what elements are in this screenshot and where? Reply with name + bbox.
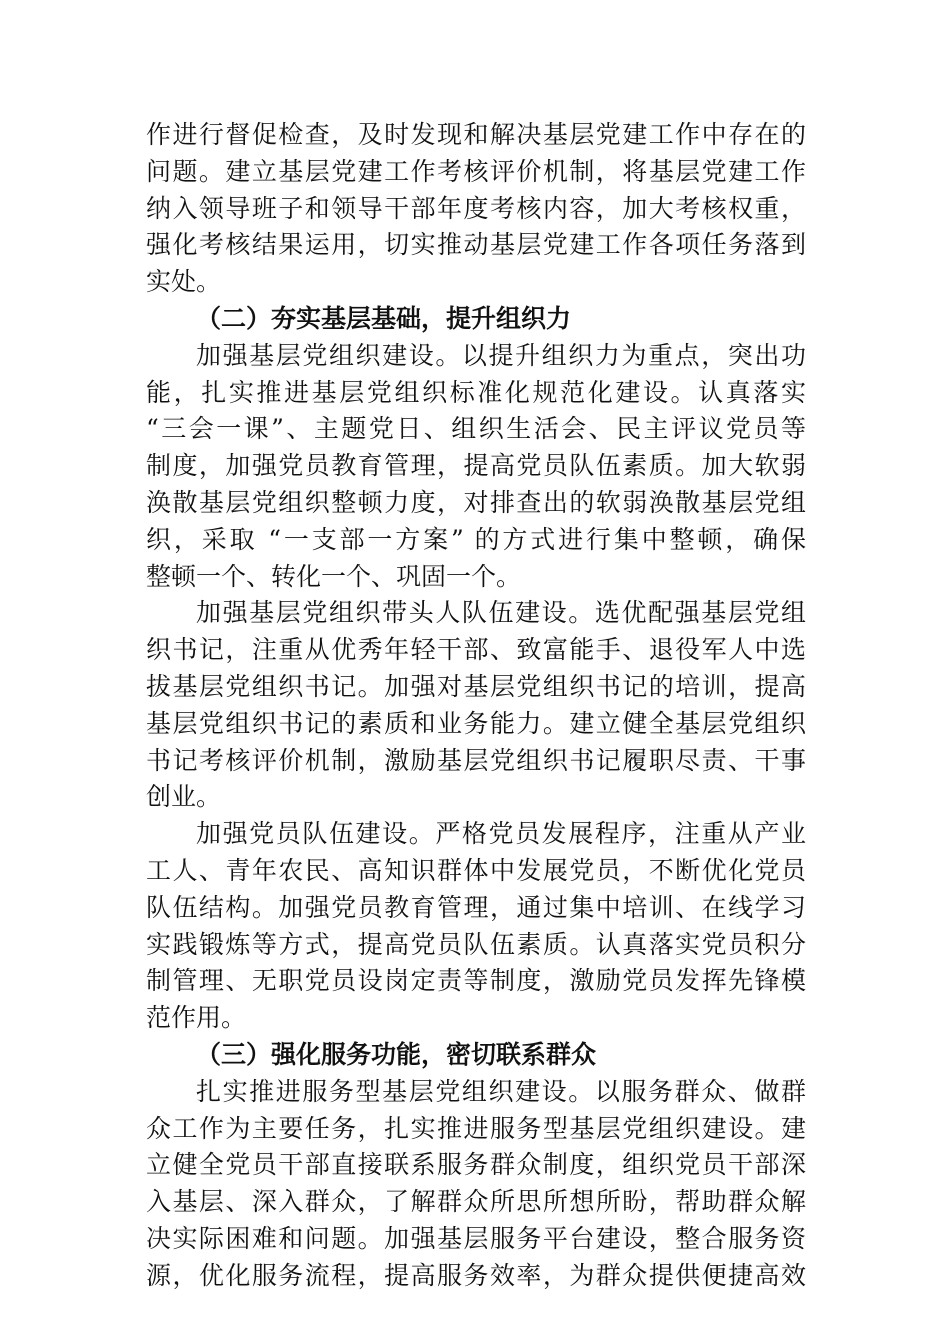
paragraph-line: 织书记，注重从优秀年轻干部、致富能手、退役军人中选 xyxy=(146,635,806,665)
paragraph-line: 决实际困难和问题。加强基层服务平台建设，整合服务资 xyxy=(146,1223,806,1253)
paragraph-last-line: 范作用。 xyxy=(146,1003,247,1033)
paragraph-line: 作进行督促检查，及时发现和解决基层党建工作中存在的 xyxy=(146,120,806,149)
document-page xyxy=(146,117,806,1295)
paragraph-line: 入基层、深入群众，了解群众所思所想所盼，帮助群众解 xyxy=(146,1187,806,1217)
paragraph-line: 纳入领导班子和领导干部年度考核内容，加大考核权重， xyxy=(146,193,806,223)
paragraph-last-line: 整顿一个、转化一个、巩固一个。 xyxy=(146,561,522,591)
section-heading: （二）夯实基层基础，提升组织力 xyxy=(196,303,572,333)
paragraph-first-line: 加强基层党组织带头人队伍建设。选优配强基层党组 xyxy=(196,598,806,628)
paragraph-last-line: 实处。 xyxy=(146,267,222,297)
paragraph-line: 制管理、无职党员设岗定责等制度，激励党员发挥先锋模 xyxy=(146,966,806,996)
paragraph-line: 基层党组织书记的素质和业务能力。建立健全基层党组织 xyxy=(146,708,806,738)
paragraph-line: 书记考核评价机制，激励基层党组织书记履职尽责、干事 xyxy=(146,745,806,775)
paragraph-line: 工人、青年农民、高知识群体中发展党员，不断优化党员 xyxy=(146,855,806,885)
paragraph-first-line: 加强党员队伍建设。严格党员发展程序，注重从产业 xyxy=(196,819,806,849)
paragraph-line: 问题。建立基层党建工作考核评价机制，将基层党建工作 xyxy=(146,156,806,186)
paragraph-line: 制度，加强党员教育管理，提高党员队伍素质。加大软弱 xyxy=(146,451,806,481)
paragraph-line: 拔基层党组织书记。加强对基层党组织书记的培训，提高 xyxy=(146,671,806,701)
paragraph-first-line: 加强基层党组织建设。以提升组织力为重点，突出功 xyxy=(196,340,806,370)
paragraph-line: 源，优化服务流程，提高服务效率，为群众提供便捷高效 xyxy=(146,1260,806,1290)
paragraph-line: 强化考核结果运用，切实推动基层党建工作各项任务落到 xyxy=(146,230,806,260)
paragraph-line: 众工作为主要任务，扎实推进服务型基层党组织建设。建 xyxy=(146,1113,806,1143)
paragraph-line: 实践锻炼等方式，提高党员队伍素质。认真落实党员积分 xyxy=(146,929,806,959)
paragraph-first-line: 扎实推进服务型基层党组织建设。以服务群众、做群 xyxy=(196,1076,806,1106)
paragraph-line: “三会一课”、主题党日、组织生活会、民主评议党员等 xyxy=(146,414,806,444)
paragraph-line: 立健全党员干部直接联系服务群众制度，组织党员干部深 xyxy=(146,1150,806,1180)
paragraph-line: 队伍结构。加强党员教育管理，通过集中培训、在线学习 xyxy=(146,892,806,922)
paragraph-last-line: 创业。 xyxy=(146,782,222,812)
section-heading: （三）强化服务功能，密切联系群众 xyxy=(196,1039,597,1069)
paragraph-line: 织，采取 “一支部一方案” 的方式进行集中整顿，确保 xyxy=(146,524,806,554)
paragraph-line: 能，扎实推进基层党组织标准化规范化建设。认真落实 xyxy=(146,377,806,407)
paragraph-line: 涣散基层党组织整顿力度，对排查出的软弱涣散基层党组 xyxy=(146,487,806,517)
